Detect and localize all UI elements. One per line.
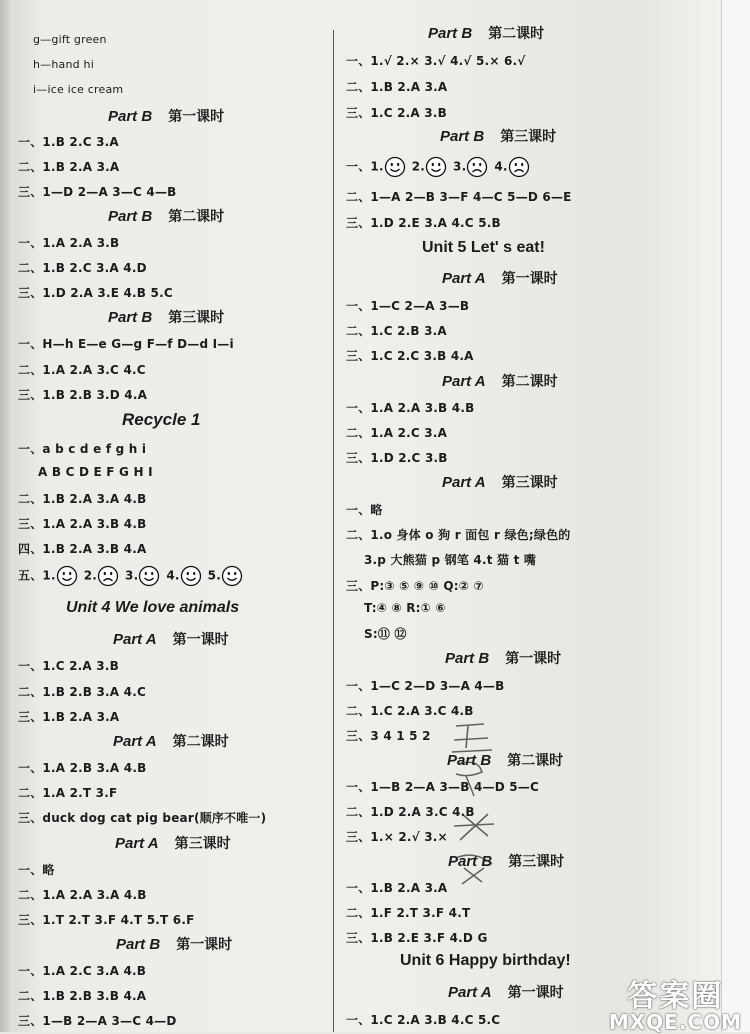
text-line: i—ice ice cream bbox=[33, 83, 124, 96]
page-binding-edge bbox=[0, 0, 14, 1032]
answer-line: 二、1.B 2.A 3.A bbox=[18, 160, 120, 174]
answer-line: 三、1.D 2.A 3.E 4.B 5.C bbox=[18, 286, 173, 300]
answer-line: 一、1—C 2—D 3—A 4—B bbox=[346, 679, 505, 693]
face-answer-label: 1. bbox=[370, 159, 384, 174]
answer-line: 二、1.B 2.C 3.A 4.D bbox=[18, 261, 147, 275]
face-answer bbox=[494, 156, 529, 178]
section-heading: Part B 第一课时 bbox=[108, 108, 225, 125]
answer-line: 三、duck dog cat pig bear(顺序不唯一) bbox=[18, 811, 267, 825]
section-heading: Part A 第二课时 bbox=[113, 733, 229, 750]
face-answer bbox=[42, 565, 77, 587]
section-heading: Part B 第二课时 bbox=[428, 25, 545, 42]
answer-line: 二、1.B 2.B 3.A 4.C bbox=[18, 685, 146, 699]
section-heading: Part A 第一课时 bbox=[113, 631, 229, 648]
answer-line: 三、1.D 2.E 3.A 4.C 5.B bbox=[346, 216, 501, 230]
answer-line: 一、1—C 2—A 3—B bbox=[346, 299, 470, 313]
answer-line: 三、1.C 2.C 3.B 4.A bbox=[346, 349, 474, 363]
answer-line: 一、1.B 2.C 3.A bbox=[18, 135, 119, 149]
face-answer-label: 2. bbox=[83, 568, 98, 583]
face-answer-label: 2. bbox=[411, 159, 426, 174]
sad-face-icon bbox=[97, 565, 119, 587]
answer-line: 一、1—B 2—A 3—B 4—D 5—C bbox=[346, 780, 540, 794]
answer-line: 二、1—A 2—B 3—F 4—C 5—D 6—E bbox=[346, 190, 572, 204]
face-answer bbox=[166, 565, 201, 587]
sad-face-icon bbox=[466, 156, 488, 178]
answer-line: 二、1.B 2.A 3.A 4.B bbox=[18, 492, 147, 506]
answer-line: 三、1.T 2.T 3.F 4.T 5.T 6.F bbox=[18, 913, 195, 927]
unit-heading: Unit 4 We love animals bbox=[66, 599, 240, 616]
section-heading: Part A 第二课时 bbox=[442, 373, 558, 390]
section-heading: Part A 第三课时 bbox=[115, 835, 231, 852]
answer-line: 二、1.A 2.T 3.F bbox=[18, 786, 118, 800]
answer-line: T:④ ⑧ R:① ⑥ bbox=[364, 601, 446, 615]
answer-line: 三、1.× 2.√ 3.× bbox=[346, 830, 448, 844]
face-answer-line: 五、1. 2. 3. 4. 5. bbox=[18, 565, 249, 587]
answer-line: 三、1.A 2.A 3.B 4.B bbox=[18, 517, 147, 531]
answer-line: 一、a b c d e f g h i bbox=[18, 442, 147, 456]
answer-line: 三、1.D 2.C 3.B bbox=[346, 451, 448, 465]
answer-line: 二、1.C 2.B 3.A bbox=[346, 324, 447, 338]
section-heading: Part B 第三课时 bbox=[440, 128, 557, 145]
answer-line: 一、略 bbox=[346, 503, 383, 517]
answer-line: 一、1.C 2.A 3.B bbox=[18, 659, 119, 673]
answer-line: 一、1.B 2.A 3.A bbox=[346, 881, 448, 895]
answer-line: 二、1.A 2.A 3.C 4.C bbox=[18, 363, 146, 377]
answer-line: 三、1—D 2—A 3—C 4—B bbox=[18, 185, 177, 199]
smiley-face-icon bbox=[180, 565, 202, 587]
answer-line: 一、1.C 2.A 3.B 4.C 5.C bbox=[346, 1013, 501, 1027]
answer-line: 一、1.A 2.B 3.A 4.B bbox=[18, 761, 147, 775]
face-answer-label: 4. bbox=[166, 568, 180, 583]
answer-line: 四、1.B 2.A 3.B 4.A bbox=[18, 542, 147, 556]
face-answer bbox=[208, 565, 243, 587]
face-answer bbox=[84, 565, 119, 587]
answer-line: 三、1.B 2.E 3.F 4.D G bbox=[346, 931, 488, 945]
answer-line: 三、1.B 2.A 3.A bbox=[18, 710, 120, 724]
section-heading: Part B 第一课时 bbox=[445, 650, 562, 667]
smiley-face-icon bbox=[56, 565, 78, 587]
text-line: h—hand hi bbox=[33, 58, 94, 71]
smiley-face-icon bbox=[138, 565, 160, 587]
face-answer-label: 1. bbox=[42, 568, 56, 583]
answer-line: 二、1.A 2.A 3.A 4.B bbox=[18, 888, 147, 902]
unit-heading: Unit 5 Let' s eat! bbox=[422, 239, 545, 256]
answer-line: 三、1—B 2—A 3—C 4—D bbox=[18, 1014, 177, 1028]
face-answer-line: 一、1. 2. 3. 4. bbox=[346, 156, 536, 178]
section-heading: Part B 第二课时 bbox=[108, 208, 225, 225]
site-watermark: 答案圈 MXQE.COM bbox=[608, 979, 742, 1034]
section-heading: Part A 第一课时 bbox=[448, 984, 564, 1001]
sad-face-icon bbox=[508, 156, 530, 178]
face-answer-label: 3. bbox=[453, 159, 467, 174]
face-answer bbox=[370, 156, 405, 178]
smiley-face-icon bbox=[425, 156, 447, 178]
answer-line: 二、1.B 2.A 3.A bbox=[346, 80, 448, 94]
answer-line: 二、1.o 身体 o 狗 r 面包 r 绿色;绿色的 bbox=[346, 528, 571, 542]
face-answer-label: 4. bbox=[494, 159, 508, 174]
answer-line: 三、1.B 2.B 3.D 4.A bbox=[18, 388, 148, 402]
smiley-face-icon bbox=[384, 156, 406, 178]
answer-line: 3.p 大熊猫 p 钢笔 4.t 猫 t 嘴 bbox=[364, 553, 537, 567]
answer-line: S:⑪ ⑫ bbox=[364, 627, 407, 641]
section-heading: Part B 第一课时 bbox=[116, 936, 233, 953]
answer-line: 一、略 bbox=[18, 863, 55, 877]
answer-line: 三、1.C 2.A 3.B bbox=[346, 106, 447, 120]
answer-line: 二、1.D 2.A 3.C 4.B bbox=[346, 805, 475, 819]
answer-line: A B C D E F G H I bbox=[38, 465, 153, 479]
face-answer bbox=[412, 156, 447, 178]
answer-line: 二、1.A 2.C 3.A bbox=[346, 426, 448, 440]
section-heading: Part B 第二课时 bbox=[447, 752, 564, 769]
answer-line: 一、1.A 2.A 3.B 4.B bbox=[346, 401, 475, 415]
face-answer bbox=[125, 565, 160, 587]
answer-line: 一、1.A 2.A 3.B bbox=[18, 236, 120, 250]
answer-line: 一、1.√ 2.× 3.√ 4.√ 5.× 6.√ bbox=[346, 54, 526, 68]
column-divider bbox=[333, 30, 334, 1032]
unit-heading: Unit 6 Happy birthday! bbox=[400, 952, 571, 969]
page-margin-strip bbox=[721, 0, 750, 1032]
answer-line: 二、1.B 2.B 3.B 4.A bbox=[18, 989, 147, 1003]
answer-line: 三、P:③ ⑤ ⑨ ⑩ Q:② ⑦ bbox=[346, 579, 484, 593]
face-answer-label: 3. bbox=[125, 568, 139, 583]
recycle-heading: Recycle 1 bbox=[122, 410, 201, 429]
answer-line: 一、H—h E—e G—g F—f D—d I—i bbox=[18, 337, 234, 351]
section-heading: Part A 第一课时 bbox=[442, 270, 558, 287]
handwritten-scribble bbox=[448, 718, 508, 888]
answer-line: 二、1.C 2.A 3.C 4.B bbox=[346, 704, 474, 718]
section-heading: Part A 第三课时 bbox=[442, 474, 558, 491]
smiley-face-icon bbox=[221, 565, 243, 587]
answer-line: 二、1.F 2.T 3.F 4.T bbox=[346, 906, 471, 920]
face-answer-label: 5. bbox=[207, 568, 221, 583]
answer-line: 三、3 4 1 5 2 bbox=[346, 729, 431, 743]
text-line: g—gift green bbox=[33, 33, 107, 46]
face-answer bbox=[453, 156, 488, 178]
section-heading: Part B 第三课时 bbox=[448, 853, 565, 870]
section-heading: Part B 第三课时 bbox=[108, 309, 225, 326]
answer-line: 一、1.A 2.C 3.A 4.B bbox=[18, 964, 147, 978]
